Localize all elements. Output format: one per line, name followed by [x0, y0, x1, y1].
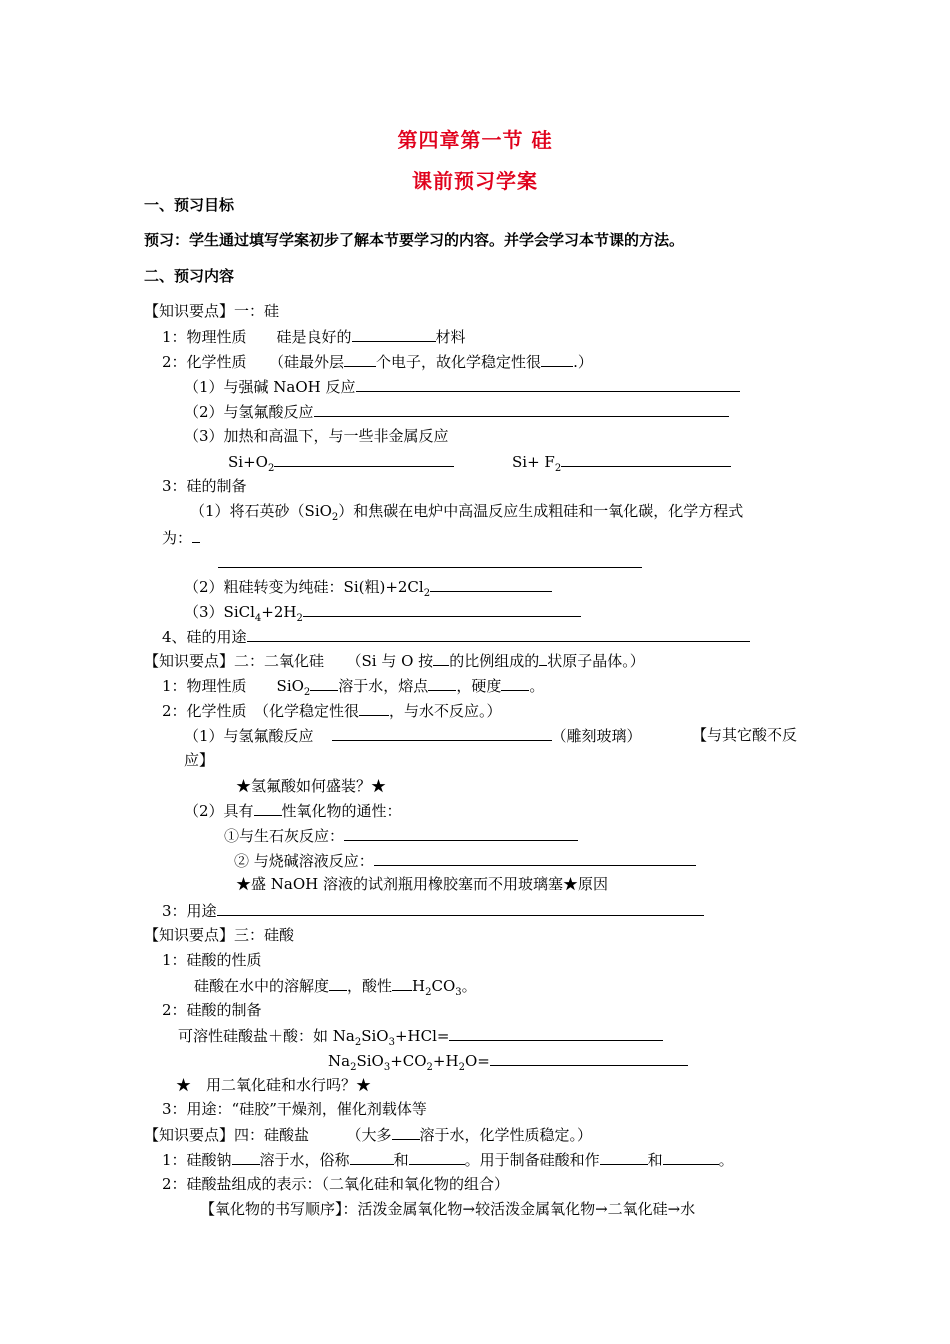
fill-blank[interactable] — [247, 626, 750, 642]
text-line: 3：用途 — [162, 900, 704, 921]
section-heading-goals: 一、预习目标 — [144, 196, 235, 214]
fill-blank[interactable] — [344, 351, 376, 367]
text-line: $Na_2SiO_3+CO_2+H_2O=$ — [328, 1050, 688, 1071]
fill-blank[interactable] — [218, 552, 642, 568]
fill-blank[interactable] — [332, 725, 552, 741]
page-title: 第四章第一节 硅 — [397, 128, 553, 152]
fill-blank[interactable] — [501, 675, 529, 691]
fill-blank[interactable] — [449, 1025, 663, 1041]
text-line: ①与生石灰反应： — [224, 825, 578, 846]
fill-blank[interactable] — [392, 1124, 420, 1140]
text-line: 【与其它酸不反 — [692, 726, 798, 744]
answer-line — [218, 552, 642, 573]
text-line: （1）与氢氟酸反应 （雕刻玻璃） — [184, 727, 642, 745]
text-line: （1）将石英砂（SiO$_2$）和焦碳在电炉中高温反应生成粗硅和一氧化碳，化学方程式 — [190, 502, 744, 523]
section-heading-content: 二、预习内容 — [144, 267, 235, 285]
text-line: （2）粗硅转变为纯硅：Si(粗)$+2Cl_2$ — [184, 576, 552, 597]
page-subtitle: 课前预习学案 — [412, 169, 538, 193]
knowledge-point-3-heading: 【知识要点】三：硅酸 — [144, 926, 295, 944]
text-line: 2：硅酸的制备 — [162, 1001, 262, 1019]
knowledge-point-4-heading: 【知识要点】四：硅酸盐 （大多 溶于水，化学性质稳定。） — [144, 1126, 593, 1144]
fill-blank[interactable] — [539, 650, 547, 666]
fill-blank[interactable] — [254, 800, 282, 816]
question-star: ★盛 NaOH 溶液的试剂瓶用橡胶塞而不用玻璃塞★原因 — [236, 875, 608, 893]
fill-blank[interactable] — [409, 1149, 465, 1165]
fill-blank[interactable] — [392, 975, 412, 991]
fill-blank[interactable] — [433, 650, 449, 666]
fill-blank[interactable] — [430, 576, 552, 592]
text-line: 2：硅酸盐组成的表示：（二氧化硅和氧化物的组合） — [162, 1175, 510, 1193]
text-line: 4、硅的用途 — [162, 626, 750, 647]
fill-blank[interactable] — [310, 675, 338, 691]
question-star: ★ 用二氧化硅和水行吗？★ — [176, 1076, 372, 1094]
fill-blank[interactable] — [359, 700, 389, 716]
text-line: （2）具有 性氧化物的通性： — [184, 802, 402, 820]
fill-blank[interactable] — [217, 900, 704, 916]
text-line: 1：硅酸钠 溶于水，俗称 和 。用于制备硅酸和作 和 。 — [162, 1151, 734, 1169]
text-line: 2：化学性质 （硅最外层 个电子，故化学稳定性很 .） — [162, 353, 593, 371]
fill-blank[interactable] — [352, 326, 436, 342]
fill-blank[interactable] — [192, 527, 200, 543]
fill-blank[interactable] — [303, 601, 581, 617]
text-line: 硅酸在水中的溶解度 ，酸性 $H_2CO_3$。 — [194, 977, 477, 998]
text-line: 为： — [162, 527, 200, 548]
text-line: $(3)SiCl_4+2H_2$ — [184, 601, 581, 622]
equation-si-f2: $Si+ F_2$ — [512, 451, 731, 472]
fill-blank[interactable] — [490, 1050, 688, 1066]
fill-blank[interactable] — [600, 1149, 648, 1165]
fill-blank[interactable] — [344, 825, 578, 841]
fill-blank[interactable] — [232, 1149, 260, 1165]
text-line: （2）与氢氟酸反应 — [184, 401, 729, 422]
text-line: 3：用途：“硅胶”干燥剂，催化剂载体等 — [162, 1100, 427, 1118]
fill-blank[interactable] — [314, 401, 729, 417]
text-line: 1：物理性质 硅是良好的 材料 — [162, 328, 466, 346]
text-line: 【氧化物的书写顺序】：活泼金属氧化物→较活泼金属氧化物→二氧化硅→水 — [200, 1200, 696, 1218]
fill-blank[interactable] — [561, 451, 731, 467]
equation-si-o2: $Si+O_2$ — [228, 451, 454, 472]
text-line: （3）加热和高温下，与一些非金属反应 — [184, 427, 449, 445]
text-line: 可溶性硅酸盐＋酸：如 $Na_2SiO_3+HCl=$ — [178, 1025, 663, 1046]
fill-blank[interactable] — [274, 451, 454, 467]
knowledge-point-1-heading: 【知识要点】一：硅 — [144, 302, 280, 320]
fill-blank[interactable] — [663, 1149, 719, 1165]
fill-blank[interactable] — [329, 975, 347, 991]
fill-blank[interactable] — [356, 376, 740, 392]
text-line: 3：硅的制备 — [162, 477, 247, 495]
text-line: 2：化学性质 （化学稳定性很 ，与水不反应。） — [162, 702, 502, 720]
fill-blank[interactable] — [428, 675, 456, 691]
fill-blank[interactable] — [350, 1149, 394, 1165]
fill-blank[interactable] — [541, 351, 573, 367]
text-line: （1）与强碱 NaOH 反应 — [184, 376, 740, 397]
fill-blank[interactable] — [374, 850, 696, 866]
question-star: ★氢氟酸如何盛装？★ — [236, 777, 387, 795]
knowledge-point-2-heading: 【知识要点】二：二氧化硅 （Si 与 O 按 的比例组成的 状原子晶体。） — [144, 652, 645, 670]
text-line: ② 与烧碱溶液反应： — [234, 850, 696, 871]
text-line: 1：硅酸的性质 — [162, 951, 262, 969]
text-line: 应】 — [184, 751, 215, 769]
goal-text: 预习：学生通过填写学案初步了解本节要学习的内容。并学会学习本节课的方法。 — [144, 231, 685, 249]
text-line: 1：物理性质 SiO$_2$ 溶于水，熔点 ，硬度 。 — [162, 677, 545, 698]
